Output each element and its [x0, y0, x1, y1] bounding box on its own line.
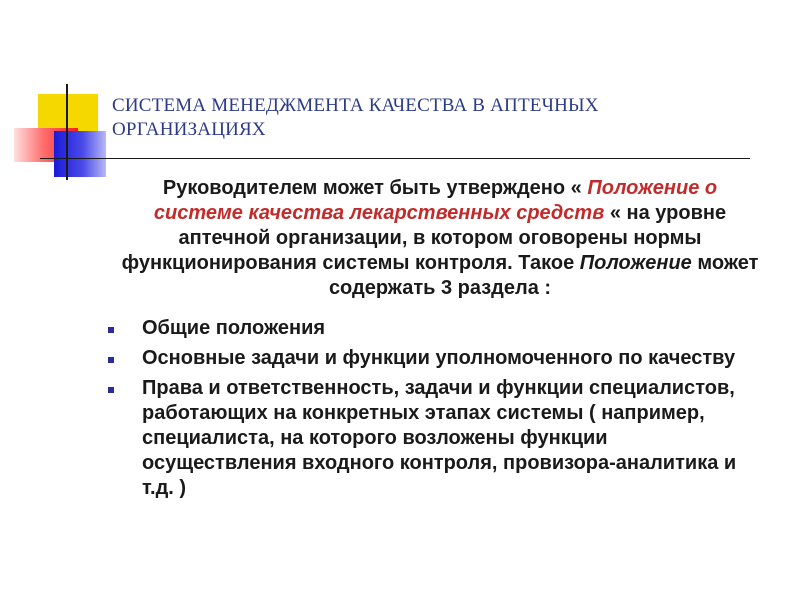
intro-paragraph — [120, 176, 760, 301]
square-bullet-icon — [108, 327, 114, 333]
bullet-list — [108, 316, 758, 506]
square-bullet-icon — [108, 357, 114, 363]
intro-italic-word: Положение — [579, 252, 692, 274]
slide-title: СИСТЕМА МЕНЕДЖМЕНТА КАЧЕСТВА В АПТЕЧНЫХ ОРГАНИЗАЦИЯХ — [112, 95, 599, 140]
square-bullet-icon — [108, 387, 114, 393]
intro-text-3: может содержать 3 раздела : — [328, 252, 759, 299]
bullet-text: Общие положения — [142, 317, 326, 339]
intro-text-2: « на уровне аптечной организации, в котором оговорены нормы функционирования системы контроля. Такое — [121, 202, 727, 274]
bullet-item — [108, 316, 758, 341]
bullet-text: Права и ответственность, задачи и функции специалистов, работающих на конкретных этапах системы ( например, специалиста, на которого возложены функции осуществления входного контроля, провизора-аналитика и т.д. ) — [142, 377, 737, 499]
intro-highlight-title: Положение о системе качества лекарственных средств — [153, 177, 718, 224]
decor-blue-gradient-square — [54, 131, 106, 177]
bullet-item — [108, 346, 758, 371]
title-underline — [40, 158, 750, 159]
intro-text-1: Руководителем может быть утверждено « — [162, 177, 588, 199]
bullet-text: Основные задачи и функции уполномоченного по качеству — [142, 347, 736, 369]
decor-vertical-line — [66, 84, 68, 180]
bullet-item — [108, 376, 758, 501]
